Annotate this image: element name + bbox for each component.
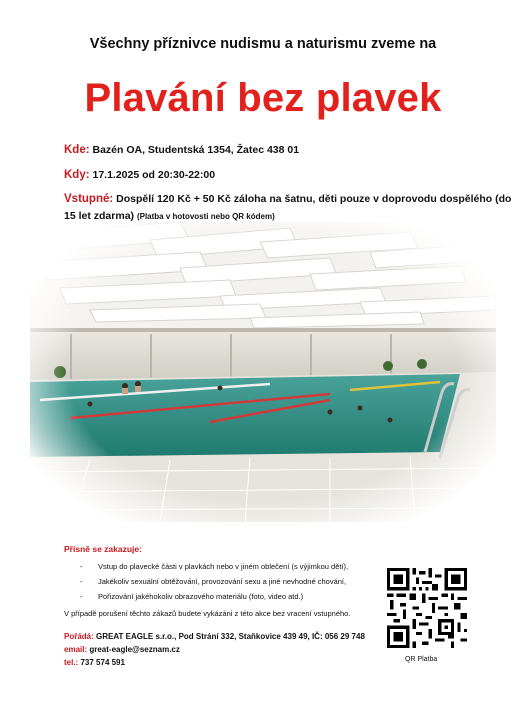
- qr-caption: QR Platba: [405, 656, 438, 663]
- admission-line-1: [64, 193, 511, 205]
- phone-label: tel.:: [64, 658, 79, 667]
- email-value[interactable]: great-eagle@seznam.cz: [89, 645, 180, 654]
- when-label: Kdy:: [64, 169, 90, 181]
- when-value: 17.1.2025 od 20:30-22:00: [92, 169, 216, 181]
- admission-label: Vstupné:: [64, 193, 114, 205]
- list-item: - Pořizování jakéhokoliv obrazového materiálu (foto, video atd.): [80, 592, 348, 601]
- phone-line: [64, 658, 125, 667]
- violation-notice: V případě porušení těchto zákazů budete vykázáni z této akce bez vracení vstupného.: [64, 609, 351, 618]
- admission-value-2: 15 let zdarma): [64, 210, 135, 222]
- where-value: Bazén OA, Studentská 1354, Žatec 438 01: [92, 144, 300, 156]
- payment-note: (Platba v hotovosti nebo QR kódem): [136, 212, 275, 221]
- organizer-label: Pořádá:: [64, 632, 94, 641]
- where-label: Kde:: [64, 144, 90, 156]
- admission-line-2: [64, 210, 275, 222]
- rules-heading: Přísně se zakazuje:: [64, 544, 142, 554]
- rules-list: [80, 562, 348, 607]
- email-line: [64, 645, 180, 654]
- list-item: - Vstup do plavecké části v plavkách nebo v jiném oblečení (s výjimkou dětí),: [80, 562, 348, 571]
- admission-value-1: Dospělí 120 Kč + 50 Kč záloha na šatnu, děti pouze v doprovodu dospělého (do: [116, 193, 512, 205]
- event-title: Plavání bez plavek: [84, 76, 442, 120]
- when-line: [64, 169, 215, 181]
- intro-text: Všechny příznivce nudismu a naturismu zveme na: [89, 36, 437, 52]
- phone-value: 737 574 591: [80, 658, 125, 667]
- where-line: [64, 144, 299, 156]
- organizer-value: GREAT EAGLE s.r.o., Pod Strání 332, Staňkovice 439 49, IČ: 056 29 748: [96, 632, 365, 641]
- organizer-line: [64, 632, 365, 641]
- pool-photo: [30, 222, 496, 522]
- qr-code-icon: [387, 568, 467, 648]
- email-label: email:: [64, 645, 88, 654]
- list-item: - Jakékoliv sexuální obtěžování, provozování sexu a jiné nevhodné chování,: [80, 577, 348, 586]
